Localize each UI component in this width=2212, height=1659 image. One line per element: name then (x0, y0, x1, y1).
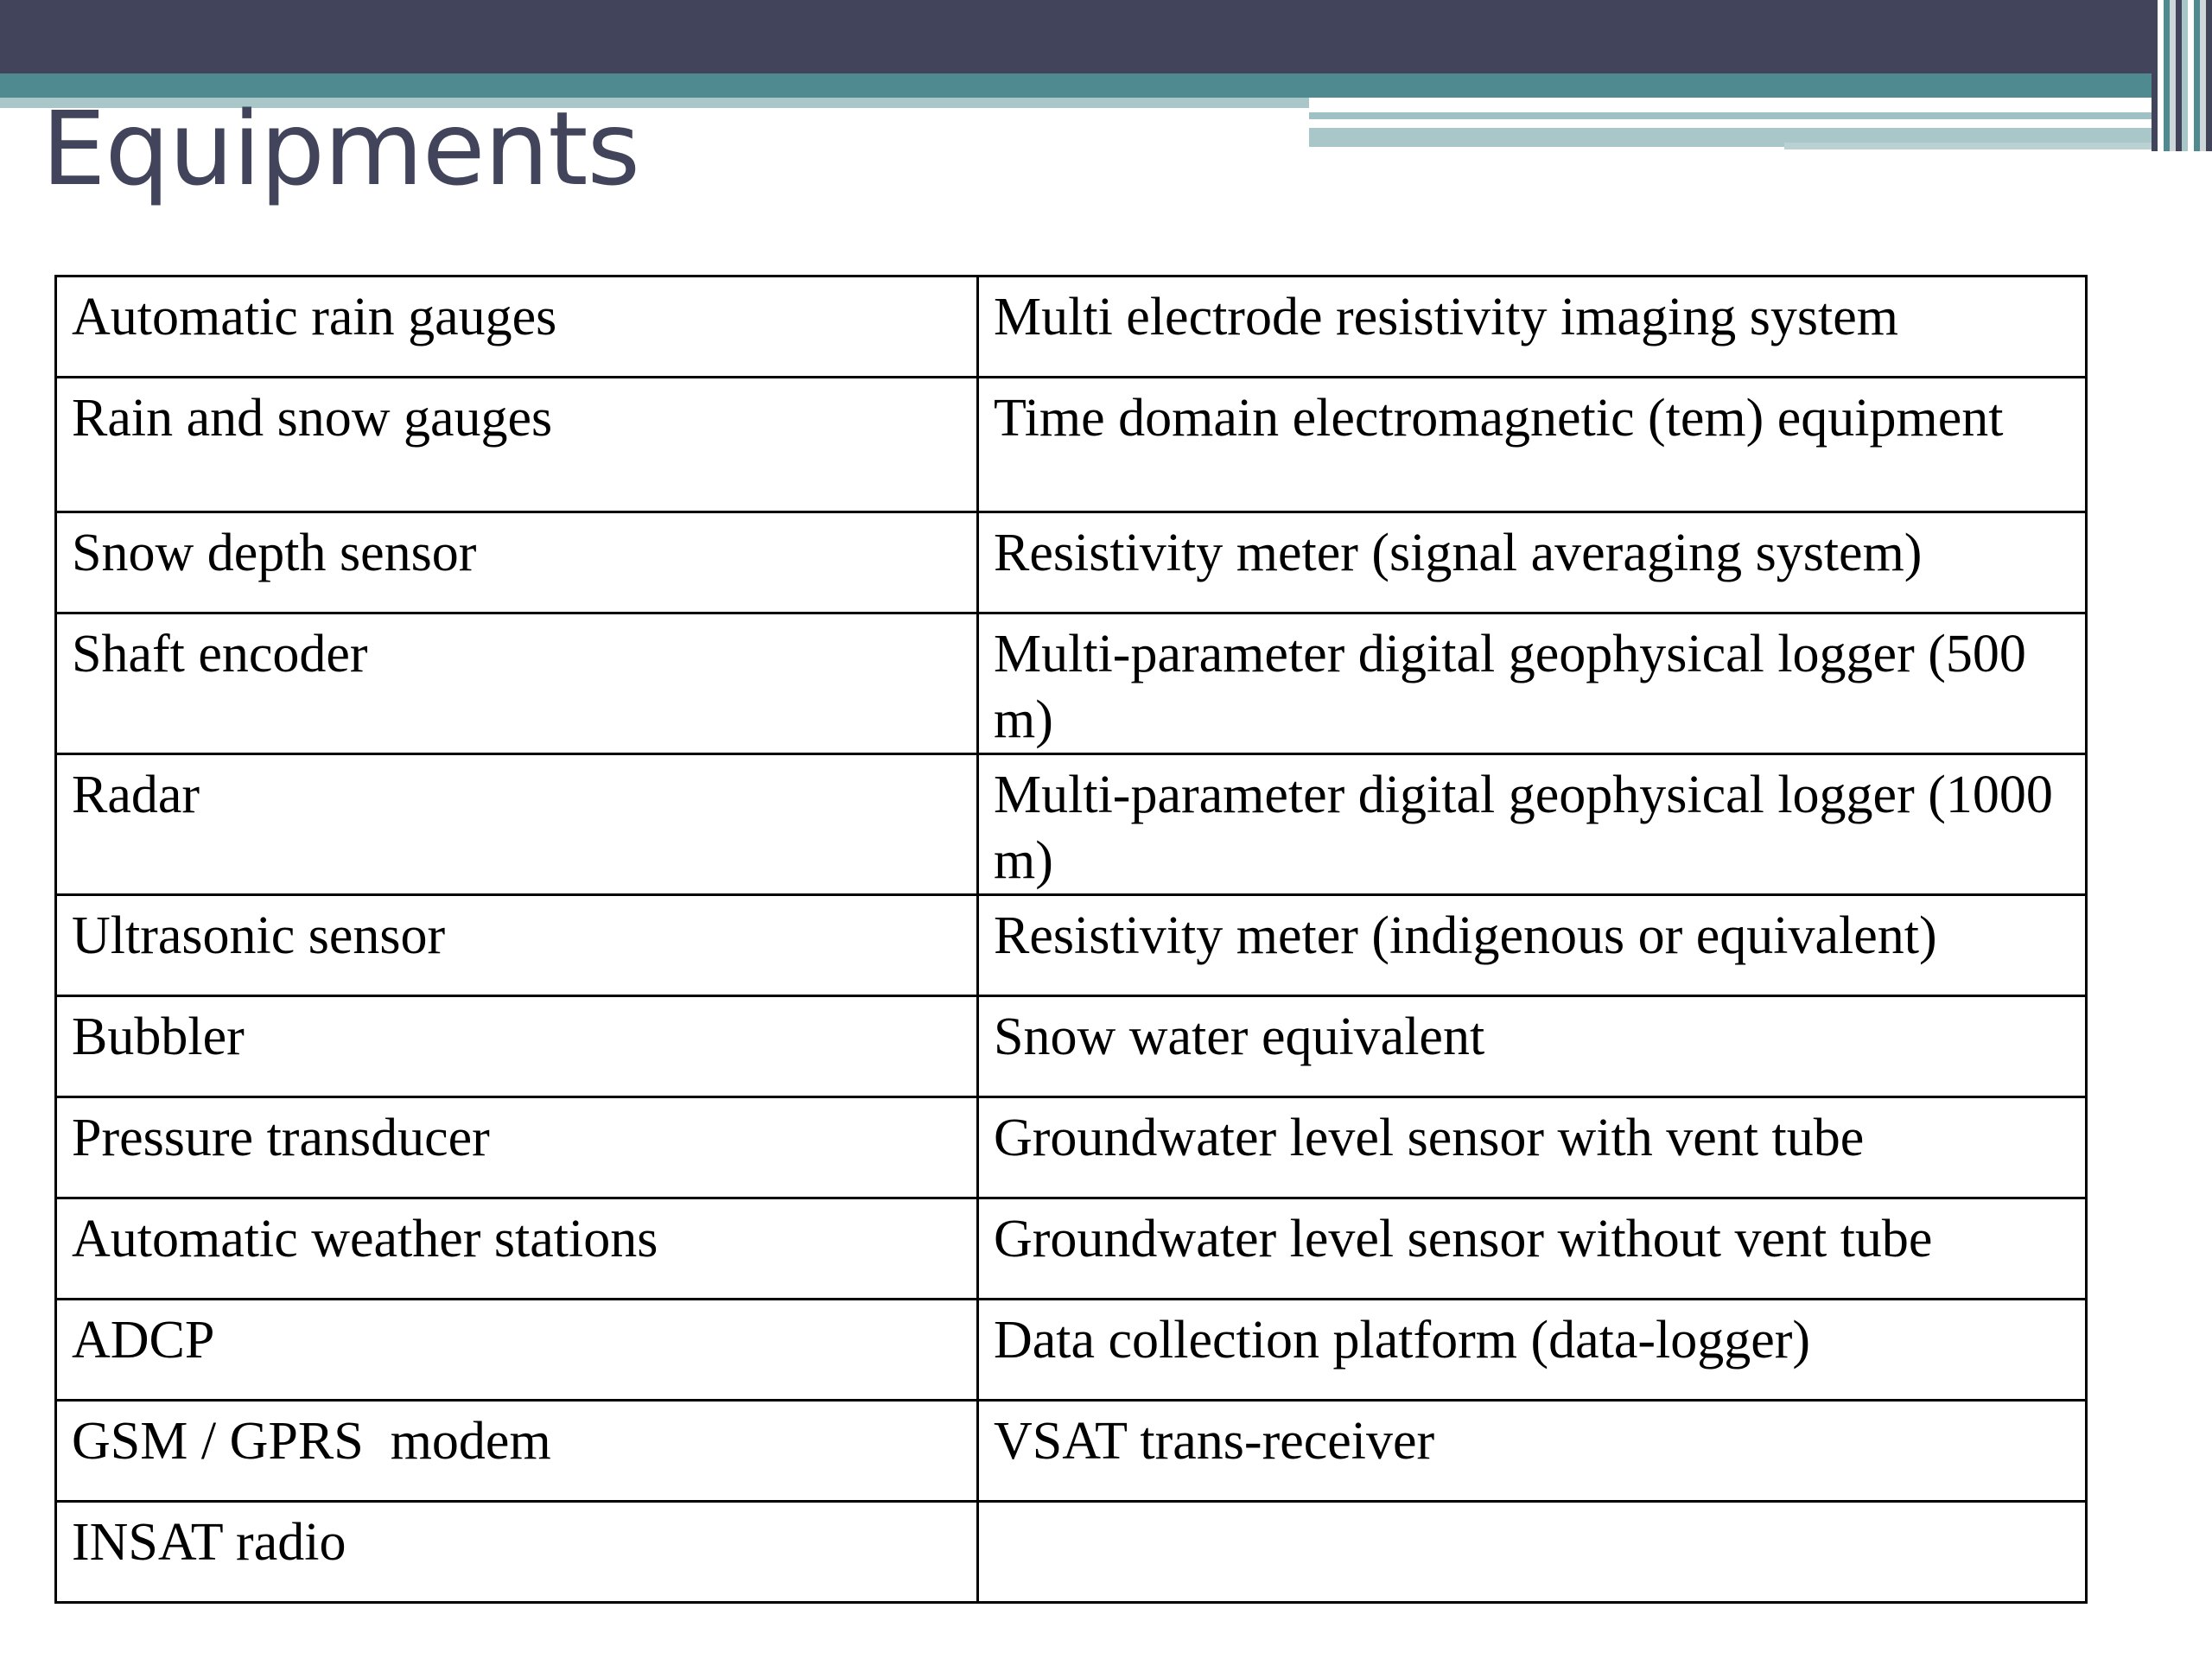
slide-title: Equipments (41, 89, 640, 208)
header-stripes (2152, 0, 2212, 151)
header-band-accent (1309, 112, 2164, 119)
table-cell: Groundwater level sensor with vent tube (978, 1097, 2087, 1198)
table-cell: INSAT radio (56, 1502, 978, 1603)
table-cell: Resistivity meter (indigenous or equivalent) (978, 895, 2087, 996)
table-cell: VSAT trans-receiver (978, 1401, 2087, 1502)
table-cell: Multi electrode resistivity imaging system (978, 276, 2087, 378)
table-cell: Multi-parameter digital geophysical logger (500 m) (978, 613, 2087, 754)
table-cell: Multi-parameter digital geophysical logger (1000 m) (978, 754, 2087, 895)
table-row (56, 1502, 2087, 1603)
table-cell: Rain and snow gauges (56, 378, 978, 512)
table-cell: Snow depth sensor (56, 512, 978, 613)
table-row (56, 1401, 2087, 1502)
table-cell: Groundwater level sensor without vent tube (978, 1198, 2087, 1300)
table-cell: Automatic rain gauges (56, 276, 978, 378)
table-row (56, 378, 2087, 512)
table-cell: Data collection platform (data-logger) (978, 1300, 2087, 1401)
table-cell: Shaft encoder (56, 613, 978, 754)
table-cell: Resistivity meter (signal averaging system) (978, 512, 2087, 613)
table-cell: Ultrasonic sensor (56, 895, 978, 996)
table-cell-empty (978, 1502, 2087, 1603)
table-row (56, 1300, 2087, 1401)
table-cell: Pressure transducer (56, 1097, 978, 1198)
table-row (56, 276, 2087, 378)
table-row (56, 1198, 2087, 1300)
table-cell: Time domain electromagnetic (tem) equipment (978, 378, 2087, 512)
table-row (56, 754, 2087, 895)
header-band-accent (1784, 143, 2212, 149)
table-row (56, 895, 2087, 996)
header-band-accent (1309, 119, 2048, 128)
table-cell: Radar (56, 754, 978, 895)
table-cell: Automatic weather stations (56, 1198, 978, 1300)
header-band-dark (0, 0, 2212, 73)
table-row (56, 613, 2087, 754)
table-cell: Snow water equivalent (978, 996, 2087, 1097)
table-row (56, 1097, 2087, 1198)
table-row (56, 996, 2087, 1097)
table-cell: ADCP (56, 1300, 978, 1401)
table-row (56, 512, 2087, 613)
table-cell: GSM / GPRS modem (56, 1401, 978, 1502)
table-cell: Bubbler (56, 996, 978, 1097)
equipment-table (54, 275, 2088, 1604)
